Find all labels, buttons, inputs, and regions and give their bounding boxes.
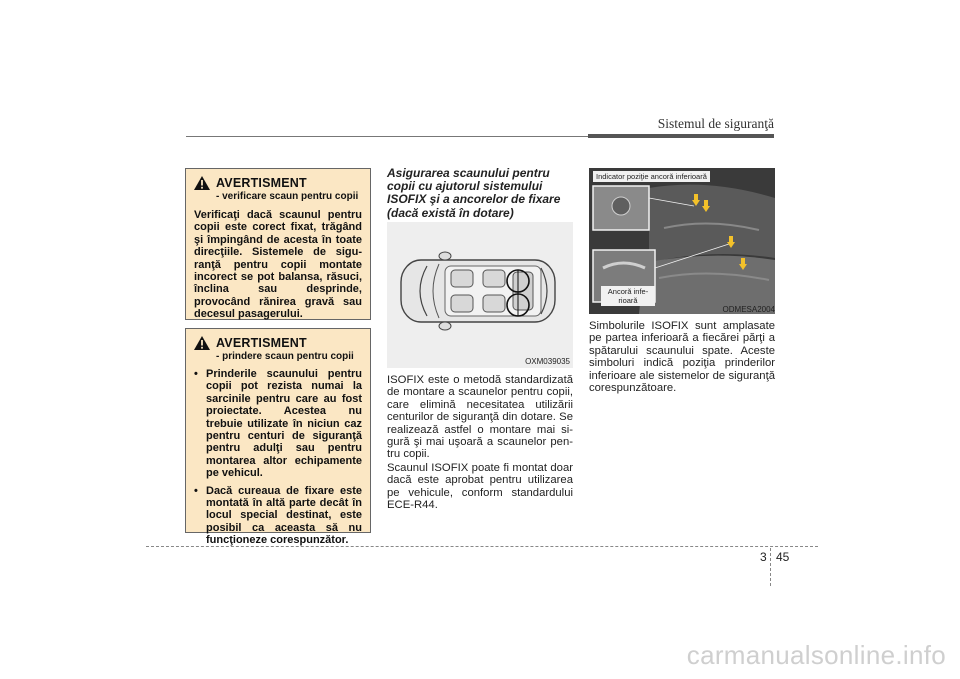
header-accent-bar: [588, 134, 774, 138]
isofix-symbols-paragraph: Simbolurile ISOFIX sunt amplasate pe partea inferioară a fiecărei părţi a spătarului scaunului spate. Aceste simboluri indică poziţia prinderilor inferioare ale sistemelor de siguranţă corespunzătoare.: [589, 320, 775, 395]
warning-body: Verificaţi dacă scaunul pentru copii este corect fixat, trăgând şi împingând de acesta în toate direcţiile. Sistemele de siguranţă pentru copii montate incorect se pot balansa, răsuci, înclina sau desprinde, provocând rănirea gravă sau decesul pasagerului.: [194, 209, 362, 321]
warning-box-seat-anchor: [185, 328, 371, 547]
page-number: 45: [776, 550, 790, 564]
page-number-separator: [770, 548, 771, 586]
warning-header: [194, 336, 362, 350]
car-topview-illustration: [387, 222, 573, 368]
figure-code: ODMESA2004: [722, 305, 775, 314]
warning-header: [194, 176, 362, 190]
isofix-paragraph-2: Scaunul ISOFIX poate fi montat doar dacă este aprobat pentru utilizarea pe vehicule, conform standardului ECE-R44.: [387, 462, 573, 512]
warning-box-check-seat: [185, 168, 371, 320]
warning-bullet-list: [194, 368, 362, 547]
warning-title: AVERTISMENT: [216, 336, 307, 350]
photo-label-anchor: Ancoră infe- rioară: [601, 286, 655, 306]
warning-bullet: • Dacă cureaua de fixare este montată în altă parte decât în locul special destinat, este posibil ca aceasta să nu funcţioneze corespunzător.: [194, 485, 362, 547]
warning-subtitle: - verificare scaun pentru copii: [216, 191, 359, 202]
photo-label-indicator: Indicator poziţie ancoră inferioară: [593, 171, 710, 182]
isofix-photo: [589, 168, 775, 314]
warning-icon: [194, 176, 210, 190]
isofix-paragraph-1: ISOFIX este o metodă standardizată de montare a scaunelor pentru copii, care elimină necesitatea utilizării centurilor de siguranţă din dotare. Se realizează astfel o montare mai sigură şi mai uşoară a scaunelor pentru copii.: [387, 374, 573, 461]
car-topview-figure: [387, 222, 573, 368]
figure-code: OXM039035: [525, 357, 570, 366]
chapter-number: 3: [760, 550, 767, 564]
section-heading: Asigurarea scaunului pentru copii cu ajutorul sistemului ISOFIX şi a ancorelor de fixare (dacă există în dotare): [387, 166, 561, 220]
footer-rule: [146, 546, 818, 547]
warning-icon: [194, 336, 210, 350]
warning-bullet: • Prinderile scaunului pentru copii pot rezista numai la sarcinile pentru care au fost proiectate. Acestea nu trebuie utilizate în niciun caz pentru centuri de siguranţă pentru adulţi sau pentru montarea altor echipamente pe vehicul.: [194, 368, 362, 480]
warning-title: AVERTISMENT: [216, 176, 307, 190]
watermark: carmanualsonline.info: [686, 640, 946, 670]
section-header-title: Sistemul de siguranţă: [657, 116, 774, 131]
warning-subtitle: - prindere scaun pentru copii: [216, 351, 354, 362]
